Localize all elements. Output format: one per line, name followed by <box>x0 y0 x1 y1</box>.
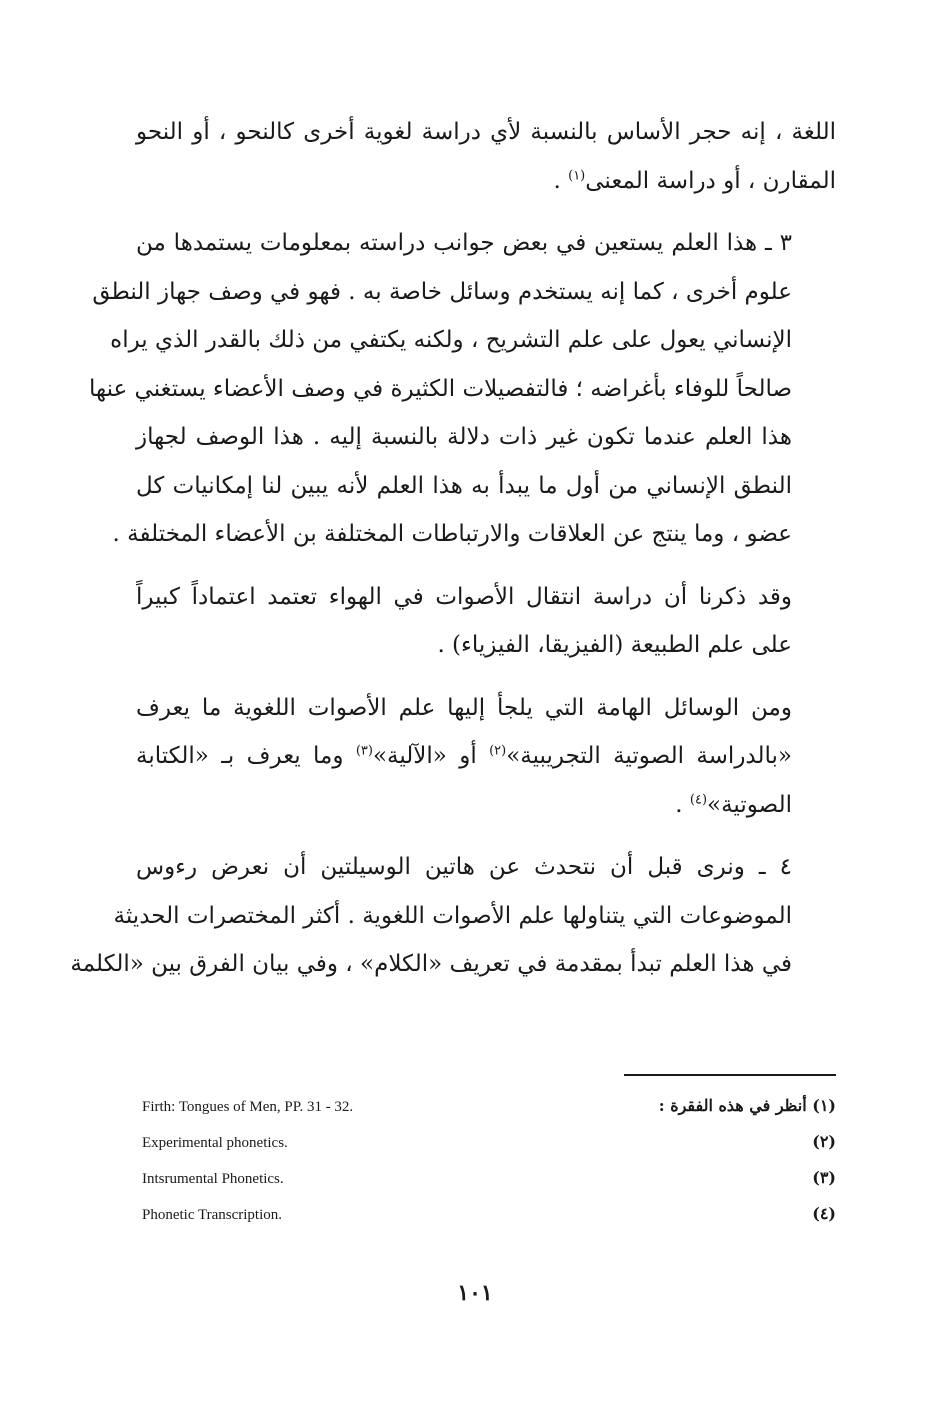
footnote-source: Firth: Tongues of Men, PP. 31 - 32. <box>142 1099 354 1115</box>
paragraph-3 <box>136 573 836 670</box>
main-text <box>70 108 836 1003</box>
paragraph-5 <box>70 843 836 989</box>
page-number: ١٠١ <box>457 1280 493 1306</box>
footnote-separator <box>624 1074 836 1076</box>
text-line: النطق الإنساني من أول ما يبدأ به هذا العلم لأنه يبين لنا إمكانيات كل <box>136 472 792 499</box>
text-line: اللغة ، إنه حجر الأساس بالنسبة لأي دراسة لغوية أخرى كالنحو ، أو النحو <box>136 119 836 145</box>
footnote-ref-1: (١) <box>568 167 586 183</box>
paragraph-1 <box>136 108 836 205</box>
footnote-1 <box>140 1096 836 1132</box>
text-fragment: . <box>553 167 569 194</box>
text-fragment: المقارن ، أو دراسة المعنى <box>585 167 836 194</box>
text-line: في هذا العلم تبدأ بمقدمة في تعريف «الكلام» ، وفي بيان الفرق بين «الكلمة <box>70 951 792 977</box>
text-fragment: أو «الآلية» <box>372 743 490 769</box>
footnote-source: Phonetic Transcription. <box>142 1207 283 1223</box>
text-line <box>136 781 836 830</box>
footnote-ref-2: (٢) <box>489 743 507 759</box>
footnote-ref-4: (٤) <box>689 791 708 807</box>
text-line: الإنساني يعول على علم التشريح ، ولكنه يكتفي من ذلك بالقدر الذي يراه <box>110 327 792 353</box>
text-line: علوم أخرى ، كما إنه يستخدم وسائل خاصة به . فهو في وصف جهاز النطق <box>92 278 792 305</box>
text-line: عضو ، وما ينتج عن العلاقات والارتباطات المختلفة بن الأعضاء المختلفة . <box>112 521 792 547</box>
text-line <box>136 732 836 781</box>
text-fragment: «بالدراسة الصوتية التجريبية» <box>506 743 792 769</box>
text-fragment: وما يعرف بـ «الكتابة <box>136 743 356 769</box>
footnote-ref-3: (٣) <box>355 743 373 759</box>
text-line: وقد ذكرنا أن دراسة انتقال الأصوات في الهواء تعتمد اعتماداً كبيراً <box>136 583 792 610</box>
paragraph-4 <box>136 684 836 830</box>
footnote-3 <box>140 1168 836 1204</box>
footnote-marker: (٢) <box>812 1132 836 1151</box>
text-line: هذا العلم عندما تكون غير ذات دلالة بالنسبة إليه . هذا الوصف لجهاز <box>136 424 792 450</box>
footnote-4 <box>140 1204 836 1240</box>
footnote-marker: (١) أنظر في هذه الفقرة : <box>658 1096 836 1115</box>
text-line: الموضوعات التي يتناولها علم الأصوات اللغوية . أكثر المختصرات الحديثة <box>113 902 792 929</box>
footnote-2 <box>140 1132 836 1168</box>
text-fragment: . <box>675 791 690 818</box>
text-line: ٤ ـ ونرى قبل أن نتحدث عن هاتين الوسيلتين أن نعرض رءوس <box>136 854 792 880</box>
text-line: على علم الطبيعة (الفيزيقا، الفيزياء) . <box>437 632 792 658</box>
footnote-marker: (٤) <box>812 1204 836 1223</box>
footnote-source: Experimental phonetics. <box>142 1135 288 1151</box>
footnote-marker: (٣) <box>812 1168 836 1187</box>
footnotes <box>140 1096 836 1240</box>
text-line <box>136 157 836 206</box>
paragraph-2 <box>88 219 836 559</box>
text-line: ٣ ـ هذا العلم يستعين في بعض جوانب دراسته بمعلومات يستمدها من <box>136 230 792 256</box>
text-line: ومن الوسائل الهامة التي يلجأ إليها علم الأصوات اللغوية ما يعرف <box>136 694 792 721</box>
text-line: صالحاً للوفاء بأغراضه ؛ فالتفصيلات الكثيرة في وصف الأعضاء يستغني عنها <box>88 375 792 402</box>
text-fragment: الصوتية» <box>707 791 792 818</box>
footnote-source: Intsrumental Phonetics. <box>142 1171 284 1187</box>
